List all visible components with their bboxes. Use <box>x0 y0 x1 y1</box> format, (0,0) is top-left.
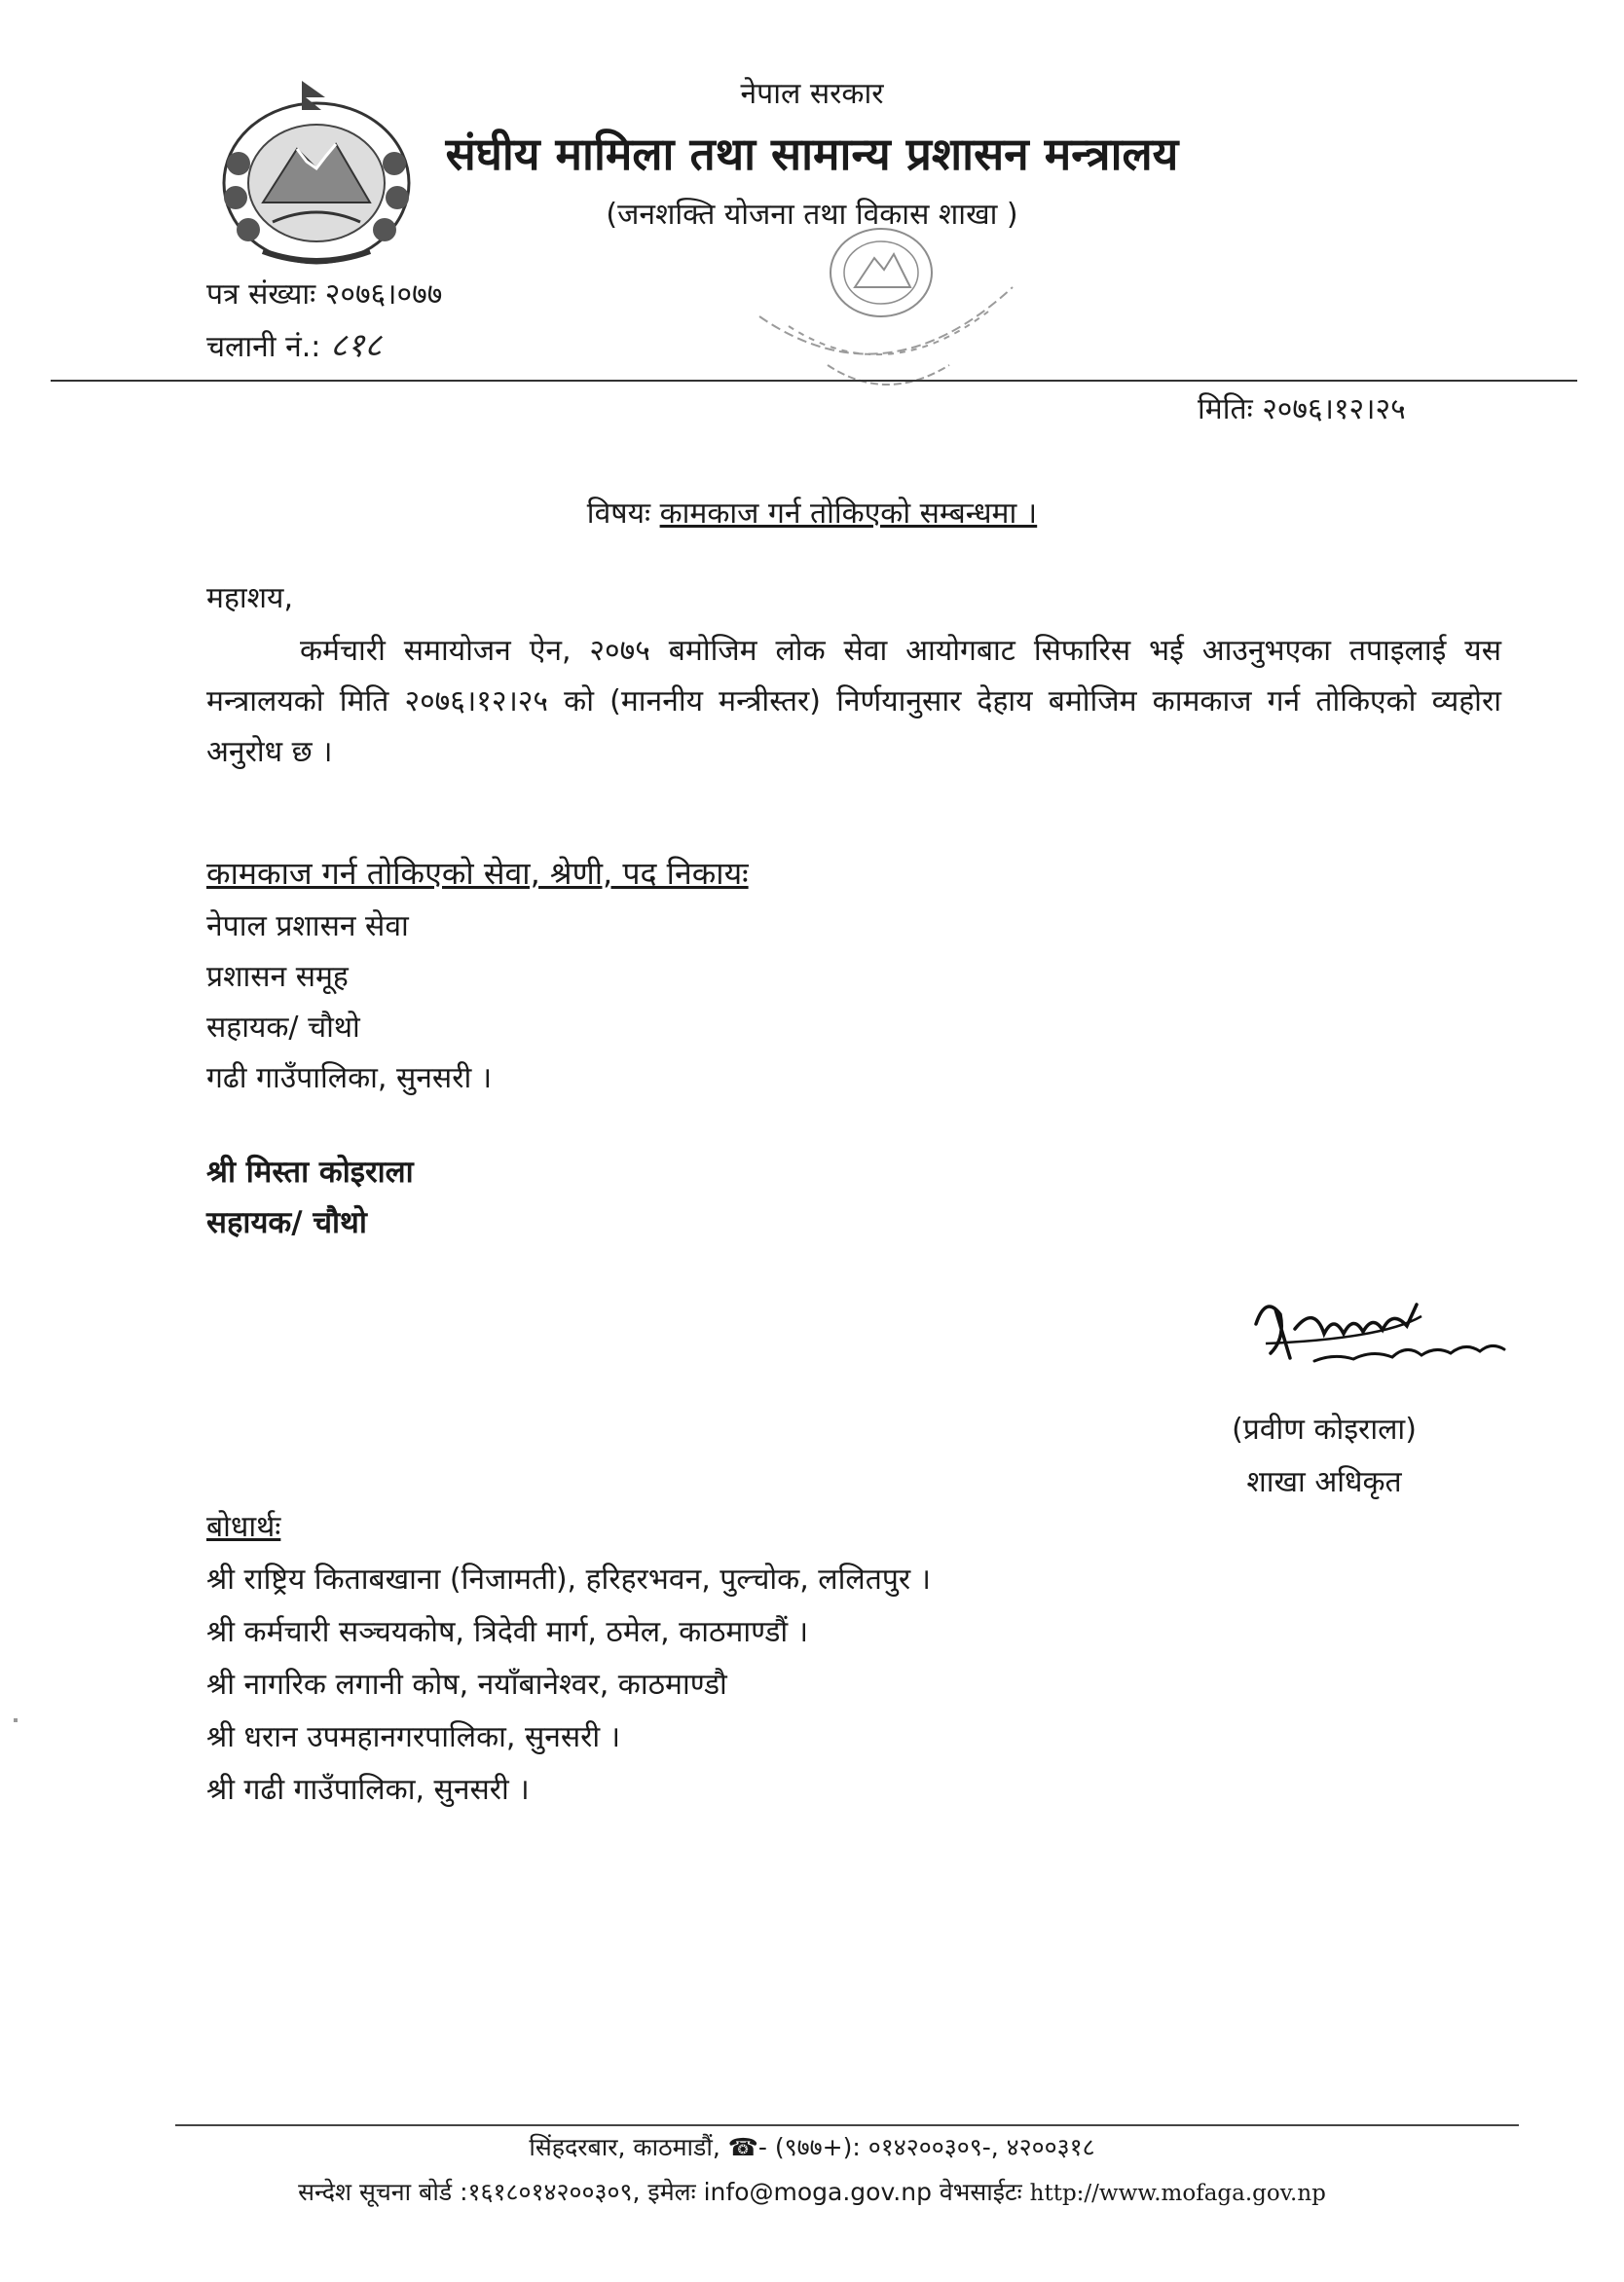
assignment-heading: कामकाज गर्न तोकिएको सेवा, श्रेणी, पद निकायः <box>206 855 749 892</box>
cc-item: श्री कर्मचारी सञ्चयकोष, त्रिदेवी मार्ग, ठमेल, काठमाण्डौं । <box>206 1615 809 1649</box>
assignment-service: नेपाल प्रशासन सेवा <box>206 909 409 943</box>
assignment-list <box>206 902 492 1104</box>
dispatch-number <box>206 321 382 366</box>
date-label: मितिः <box>1198 392 1253 426</box>
dispatch-number-label: चलानी नं.: <box>206 330 321 364</box>
footer-address: सिंहदरबार, काठमाडौं, ☎- (९७७+): ०१४२००३०९-, ४२००३१८ <box>529 2133 1095 2161</box>
signature-icon <box>1236 1285 1529 1392</box>
cc-heading: बोधार्थः <box>206 1510 281 1544</box>
subject-text: कामकाज गर्न तोकिएको सम्बन्धमा । <box>659 497 1038 531</box>
body-paragraph: कर्मचारी समायोजन ऐन, २०७५ बमोजिम लोक सेवा आयोगबाट सिफारिस भई आउनुभएका तपाइलाई यस मन्त्रालयको मिति २०७६।१२।२५ को (माननीय मन्त्रीस्तर) निर्णयानुसार देहाय बमोजिम कामकाज गर्न तोकिएको व्यहोरा अनुरोध छ । <box>206 634 1501 769</box>
signatory-block <box>1178 1404 1470 1509</box>
subject-label: विषयः <box>586 497 651 531</box>
salutation: महाशय, <box>206 581 293 615</box>
footer-website: http://www.mofaga.gov.np <box>1029 2181 1326 2206</box>
ministry-name: संघीय मामिला तथा सामान्य प्रशासन मन्त्रालय <box>445 128 1179 180</box>
branch-name: (जनशक्ति योजना तथा विकास शाखा ) <box>606 198 1018 232</box>
footer-notice-email: सन्देश सूचना बोर्ड :१६१८०१४२००३०९, इमेलः info@moga.gov.np वेभसाईटः <box>298 2178 1022 2206</box>
header-divider <box>51 380 1577 382</box>
recipient-position: सहायक/ चौथो <box>206 1205 367 1240</box>
date-value: २०७६।१२।२५ <box>1262 392 1406 426</box>
assignment-group: प्रशासन समूह <box>206 960 349 994</box>
cc-list <box>206 1554 931 1817</box>
footer-contact <box>0 2175 1624 2208</box>
cc-item: श्री धरान उपमहानगरपालिका, सुनसरी । <box>206 1720 621 1754</box>
footer-divider <box>175 2124 1519 2126</box>
dispatch-number-value: ८१८ <box>329 326 383 365</box>
subject-line <box>0 492 1624 532</box>
scan-speck <box>14 1718 18 1722</box>
signatory-name: (प्रवीण कोइराला) <box>1232 1413 1417 1447</box>
recipient-name: श्री मिस्ता कोइराला <box>206 1155 414 1190</box>
government-name: नेपाल सरकार <box>740 77 884 111</box>
letter-number <box>206 273 442 313</box>
letter-date <box>1198 387 1406 427</box>
cc-item: श्री नागरिक लगानी कोष, नयाँबानेश्वर, काठमाण्डौ <box>206 1668 727 1702</box>
cc-item: श्री गढी गाउँपालिका, सुनसरी । <box>206 1773 530 1807</box>
letter-number-label: पत्र संख्याः <box>206 277 316 312</box>
recipient-block <box>206 1147 414 1248</box>
signatory-title: शाखा अधिकृत <box>1246 1465 1402 1499</box>
office-stamp-icon <box>750 219 1032 414</box>
letter-number-value: २०७६।०७७ <box>324 277 443 312</box>
assignment-post: सहायक/ चौथो <box>206 1011 360 1045</box>
assignment-office: गढी गाउँपालिका, सुनसरी । <box>206 1061 493 1095</box>
cc-item: श्री राष्ट्रिय किताबखाना (निजामती), हरिहरभवन, पुल्चोक, ललितपुर । <box>206 1563 932 1597</box>
